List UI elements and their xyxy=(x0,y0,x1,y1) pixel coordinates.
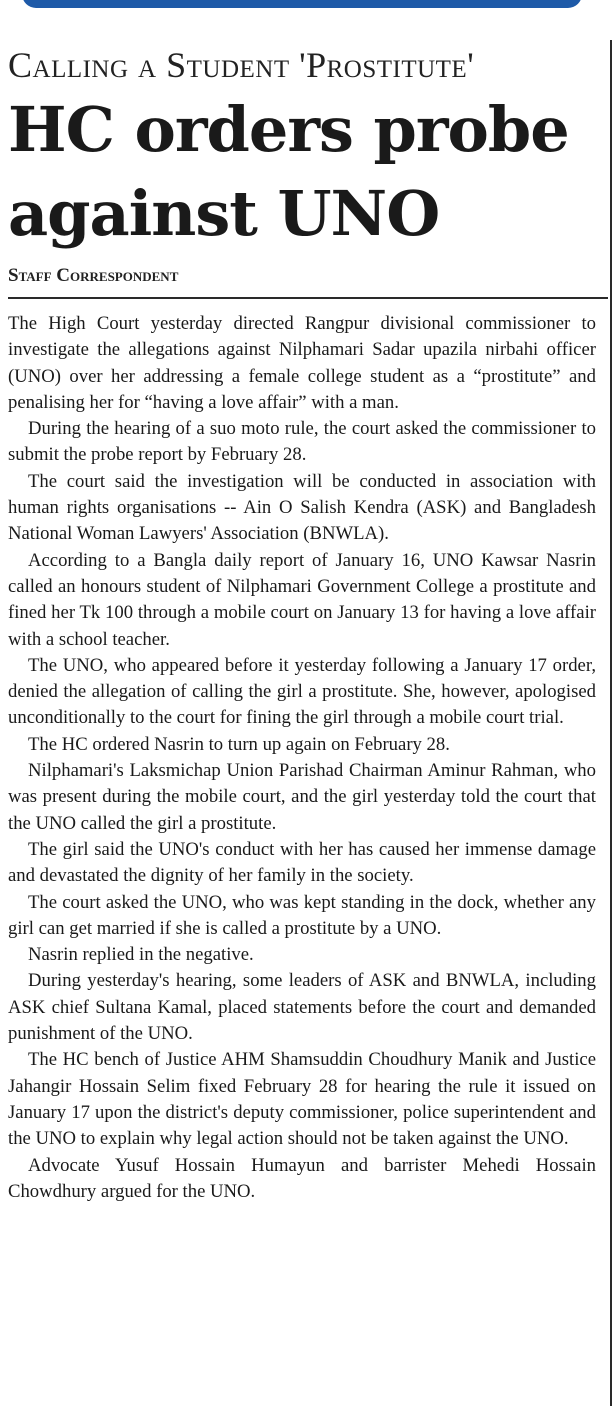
article-paragraph: The court said the investigation will be conducted in association with human rights organisations -- Ain O Salish Kendra (ASK) and Bangladesh National Woman Lawyers' Association (BNWLA). xyxy=(8,470,596,545)
article-paragraph: The HC bench of Justice AHM Shamsuddin Choudhury Manik and Justice Jahangir Hossain Selim fixed February 28 for hearing the rule it issued on January 17 upon the district's deputy commissioner, police superintendent and the UNO to explain why legal action should not be taken against the UNO. xyxy=(8,1049,596,1150)
article-paragraph: During the hearing of a suo moto rule, the court asked the commissioner to submit the probe report by February 28. xyxy=(8,418,596,466)
article-paragraph: According to a Bangla daily report of January 16, UNO Kawsar Nasrin called an honours student of Nilphamari Government College a prostitute and fined her Tk 100 through a mobile court on January 13 for having a love affair with a school teacher. xyxy=(8,549,596,650)
article-paragraph: Nilphamari's Laksmichap Union Parishad Chairman Aminur Rahman, who was present during the mobile court, and the girl yesterday told the court that the UNO called the girl a prostitute. xyxy=(8,760,596,834)
article-paragraph: The court asked the UNO, who was kept standing in the dock, whether any girl can get married if she is called a prostitute by a UNO. xyxy=(8,891,596,939)
article-paragraph: The UNO, who appeared before it yesterday following a January 17 order, denied the allegation of calling the girl a prostitute. She, however, apologised unconditionally to the court for fining the girl through a mobile court trial. xyxy=(8,654,596,729)
article-paragraph: The High Court yesterday directed Rangpur divisional commissioner to investigate the allegations against Nilphamari Sadar upazila nirbahi officer (UNO) over her addressing a female college student as a “prostitute” and penalising her for “having a love affair” with a man. xyxy=(8,313,596,413)
article-body xyxy=(8,311,596,1205)
top-banner-strip xyxy=(22,0,582,8)
article-paragraph: Nasrin replied in the negative. xyxy=(28,944,254,966)
article-paragraph: The HC ordered Nasrin to turn up again on February 28. xyxy=(28,733,450,755)
byline-divider xyxy=(8,297,608,299)
article-headline: HC orders probe against UNO xyxy=(8,93,569,250)
article-paragraph: Advocate Yusuf Hossain Humayun and barrister Mehedi Hossain Chowdhury argued for the UNO. xyxy=(8,1154,596,1202)
article-paragraph: The girl said the UNO's conduct with her has caused her immense damage and devastated the dignity of her family in the society. xyxy=(8,838,596,887)
article-kicker: Calling a Student 'Prostitute' xyxy=(8,45,475,85)
column-rule xyxy=(610,40,612,1406)
article-paragraph: During yesterday's hearing, some leaders of ASK and BNWLA, including ASK chief Sultana Kamal, placed statements before the court and demanded punishment of the UNO. xyxy=(8,970,596,1045)
article-byline: Staff Correspondent xyxy=(8,265,179,286)
